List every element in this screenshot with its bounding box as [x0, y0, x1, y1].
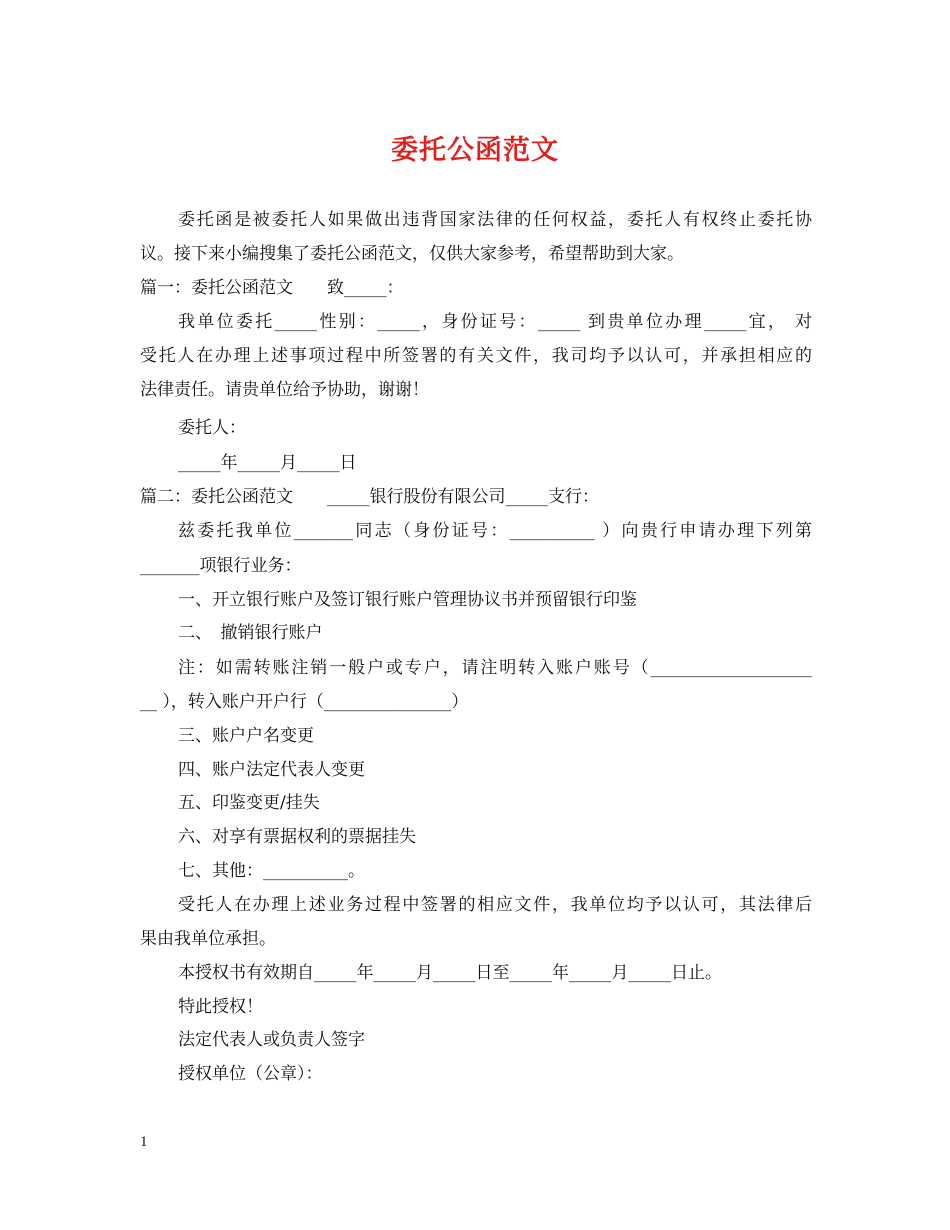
signature-label: 委托人： [178, 418, 246, 438]
paragraph-line: 我单位委托_____性别：_____，身份证号：_____ 到贵单位办理_____宜， 对 [178, 312, 812, 332]
list-item: 五、印鉴变更/挂失 [178, 793, 320, 813]
validity-line: 本授权书有效期自_____年_____月_____日至_____年_____月_____日止。 [178, 963, 722, 983]
paragraph-line: 受托人在办理上述业务过程中签署的相应文件，我单位均予以认可，其法律后 [178, 895, 812, 915]
date-line: _____年_____月_____日 [178, 453, 357, 473]
paragraph-line: _______项银行业务： [140, 556, 302, 576]
signature-label: 法定代表人或负责人签字 [178, 1030, 365, 1050]
section-heading-1: 篇一：委托公函范文 致_____： [140, 278, 404, 298]
paragraph-line: 法律责任。请贵单位给予协助，谢谢！ [140, 380, 429, 400]
note-line: 注：如需转账注销一般户或专户，请注明转入账户账号（___________________ [178, 658, 812, 678]
seal-label: 授权单位（公章）： [178, 1064, 323, 1084]
section-heading-2: 篇二：委托公函范文 _____银行股份有限公司_____支行： [140, 487, 599, 507]
paragraph-line: 受托人在办理上述事项过程中所签署的有关文件，我司均予以认可，并承担相应的 [140, 346, 812, 366]
list-item: 四、账户法定代表人变更 [178, 760, 365, 780]
list-item: 三、账户户名变更 [178, 726, 314, 746]
list-item: 七、其他：__________。 [178, 861, 365, 881]
page-number: 1 [140, 1134, 148, 1150]
paragraph-line: 委托函是被委托人如果做出违背国家法律的任何权益，委托人有权终止委托协 [178, 210, 812, 230]
list-item: 二、 撤销银行账户 [178, 623, 323, 643]
paragraph-line: 特此授权！ [178, 997, 263, 1017]
paragraph-line: 果由我单位承担。 [140, 929, 276, 949]
note-line: __ ），转入账户开户行（_______________） [140, 692, 469, 712]
list-item: 一、开立银行账户及签订银行账户管理协议书并预留银行印鉴 [178, 590, 637, 610]
document-title: 委托公函范文 [391, 135, 559, 166]
list-item: 六、对享有票据权利的票据挂失 [178, 827, 416, 847]
paragraph-line: 议。接下来小编搜集了委托公函范文，仅供大家参考，希望帮助到大家。 [140, 244, 684, 264]
paragraph-line: 兹委托我单位_______同志（身份证号：__________ ）向贵行申请办理下列第 [178, 521, 812, 541]
